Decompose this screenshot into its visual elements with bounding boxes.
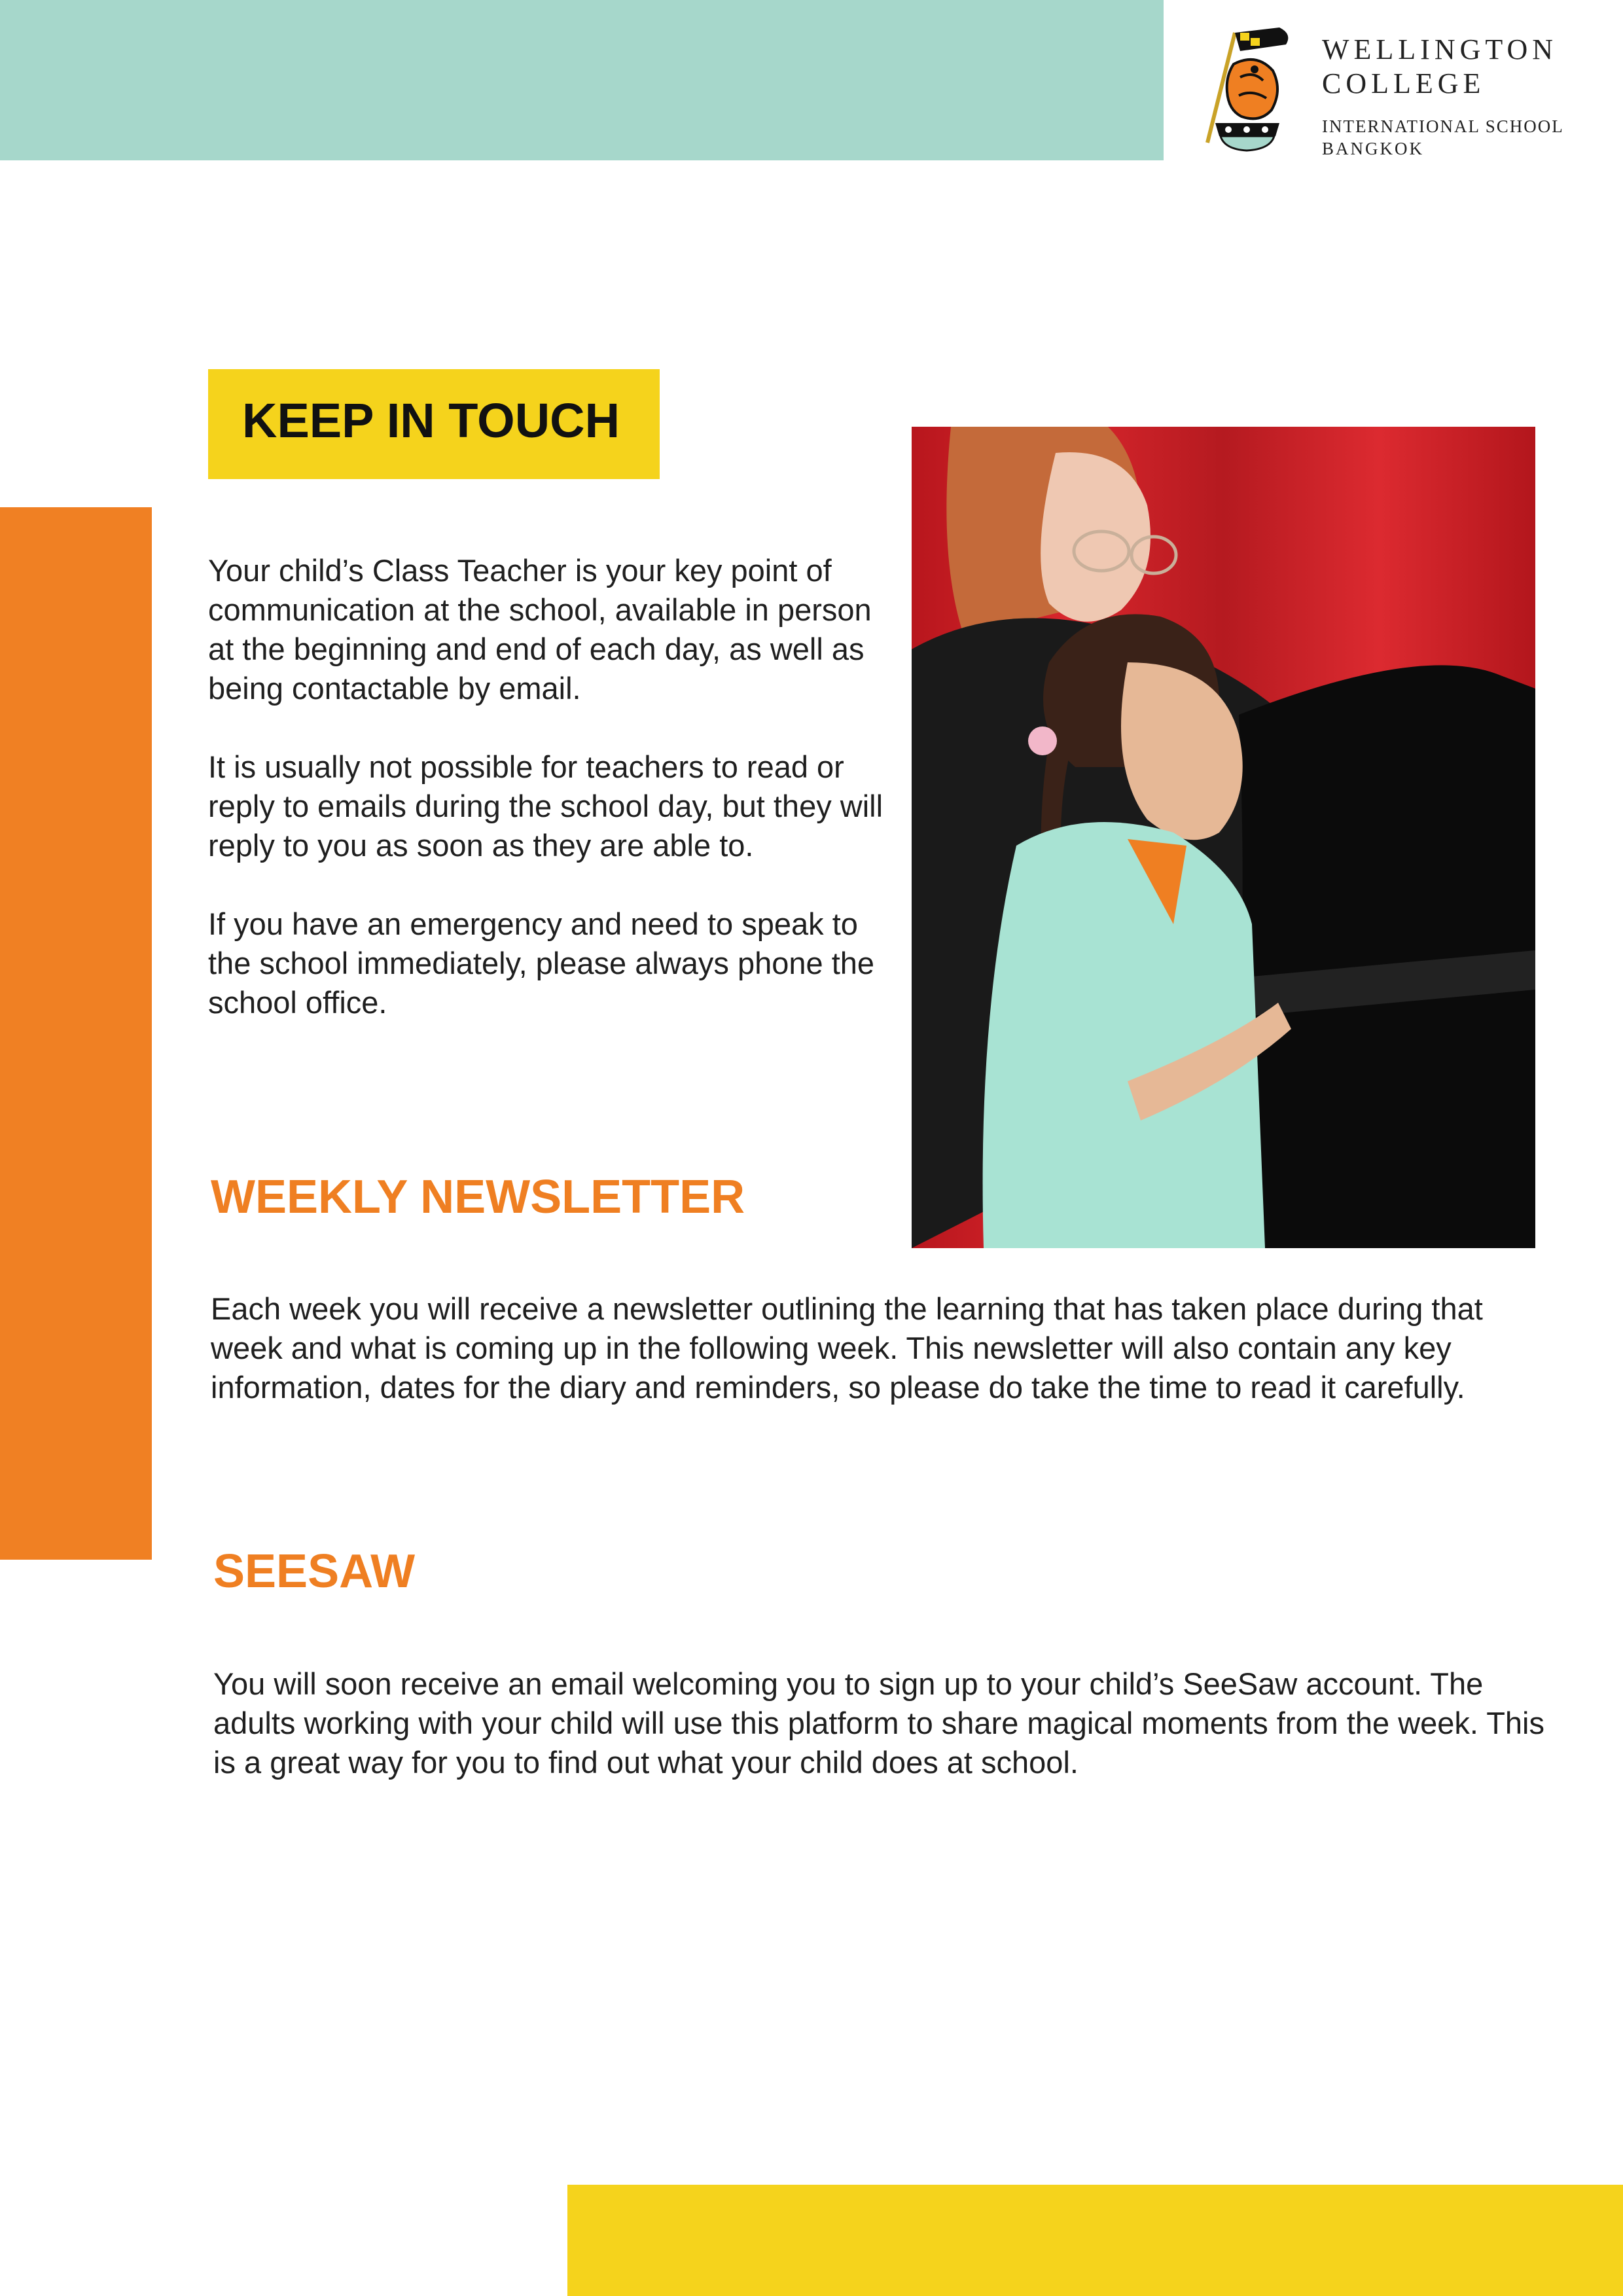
school-logo	[1194, 13, 1600, 157]
keep-in-touch-body	[208, 551, 895, 1062]
logo-line-international-school: INTERNATIONAL SCHOOL	[1322, 117, 1564, 136]
seesaw-title: SEESAW	[213, 1545, 416, 1598]
bottom-yellow-band	[567, 2185, 1623, 2296]
logo-wordmark	[1322, 33, 1564, 160]
logo-line-college: COLLEGE	[1322, 67, 1486, 99]
teacher-child-piano-photo	[912, 427, 1535, 1248]
logo-line-bangkok: BANGKOK	[1322, 139, 1424, 158]
top-mint-band	[0, 0, 1164, 160]
weekly-newsletter-body: Each week you will receive a newsletter outlining the learning that has taken place during that week and what is coming up in the following week. This newsletter will also contain any key information, dates for the diary and reminders, so please do take the time to read it carefully.	[211, 1291, 1483, 1405]
seesaw-body: You will soon receive an email welcoming you to sign up to your child’s SeeSaw account. The adults working with your child will use this platform to share magical moments from the week. This is a great way for you to find out what your child does at school.	[213, 1666, 1544, 1780]
weekly-newsletter-title: WEEKLY NEWSLETTER	[211, 1171, 745, 1223]
photo-illustration	[912, 427, 1535, 1248]
keep-in-touch-paragraph-1: Your child’s Class Teacher is your key point of communication at the school, available in person at the beginning and end of each day, as well as being contactable by email.	[208, 553, 872, 706]
keep-in-touch-title: KEEP IN TOUCH	[242, 393, 620, 448]
keep-in-touch-paragraph-2: It is usually not possible for teachers to read or reply to emails during the school day, but they will reply to you as soon as they are able to.	[208, 749, 883, 863]
left-orange-band	[0, 507, 152, 1560]
keep-in-touch-heading-box	[208, 369, 660, 479]
keep-in-touch-paragraph-3: If you have an emergency and need to speak to the school immediately, please always phone the school office.	[208, 906, 875, 1020]
crest-icon	[1194, 18, 1299, 152]
logo-line-wellington: WELLINGTON	[1322, 33, 1558, 65]
